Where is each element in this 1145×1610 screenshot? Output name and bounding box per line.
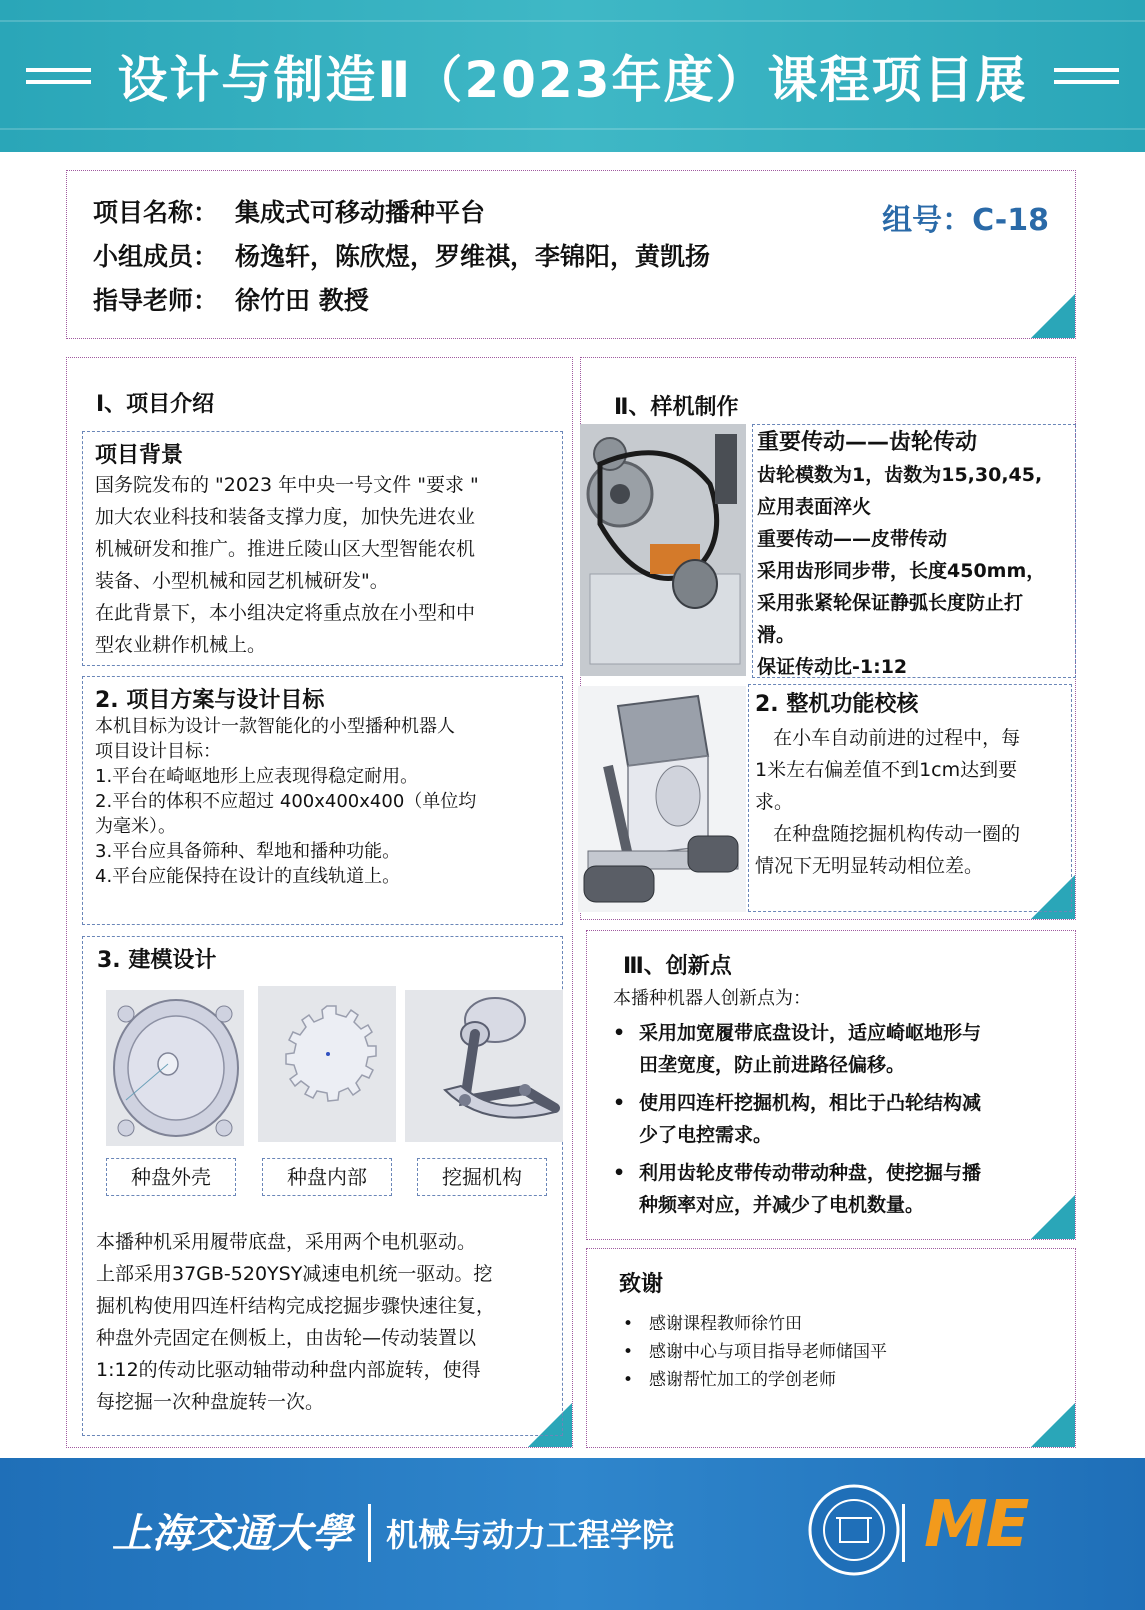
list-item: • 感谢帮忙加工的学创老师 <box>619 1366 1075 1394</box>
text-line: 滑。 <box>757 624 796 646</box>
text-line: 采用齿形同步带，长度450mm， <box>757 560 1046 582</box>
poster-title: 设计与制造Ⅱ（2023年度）课程项目展 <box>117 51 1028 109</box>
text-line: 国务院发布的 "2023 年中央一号文件 "要求 " <box>95 474 479 496</box>
text-line: 在种盘随挖掘机构传动一圈的 <box>755 823 1021 845</box>
full-machine-model <box>578 686 746 912</box>
text-line: 2.平台的体积不应超过 400x400x400（单位均 <box>95 791 477 812</box>
thanks-list <box>619 1310 1075 1394</box>
modeling-title: 3. 建模设计 <box>97 948 217 973</box>
teacher-label: 指导老师： <box>93 286 219 315</box>
full-machine-drawing <box>578 686 746 912</box>
text-line: 本播种机采用履带底盘，采用两个电机驱动。 <box>96 1231 477 1253</box>
project-name-label: 项目名称： <box>93 198 219 227</box>
title-right-rule <box>1054 68 1119 84</box>
school-name: 机械与动力工程学院 <box>386 1516 675 1554</box>
text-line: 情况下无明显转动相位差。 <box>755 855 984 877</box>
text-line: 采用张紧轮保证静弧长度防止打 <box>757 592 1024 614</box>
text-line: 4.平台应能保持在设计的直线轨道上。 <box>95 866 401 887</box>
list-item: • 感谢课程教师徐竹田 <box>619 1310 1075 1338</box>
text-line: 求。 <box>755 791 794 813</box>
project-info-box <box>66 170 1076 339</box>
poster-header <box>0 0 1145 152</box>
text-line: 1:12的传动比驱动轴带动种盘内部旋转，使得 <box>96 1359 481 1381</box>
text-line: 齿轮模数为1，齿数为15,30,45, <box>757 464 1043 486</box>
innovation-list <box>609 1017 1075 1221</box>
list-item: • 利用齿轮皮带传动带动种盘，使挖掘与播 种频率对应，并减少了电机数量。 <box>609 1157 1075 1221</box>
innovation-box <box>586 930 1076 1240</box>
check-title: 2. 整机功能校核 <box>755 692 919 717</box>
header-stripe <box>0 20 1145 22</box>
corner-decoration <box>1031 294 1075 338</box>
thanks-title: 致谢 <box>619 1272 664 1297</box>
me-logo: ME <box>924 1488 1028 1562</box>
text-line: 在小车自动前进的过程中，每 <box>755 727 1021 749</box>
list-item: • 使用四连杆挖掘机构，相比于凸轮结构减 少了电控需求。 <box>609 1087 1075 1151</box>
university-seal-icon <box>806 1482 902 1578</box>
members-row <box>93 237 710 273</box>
plan-title: 2. 项目方案与设计目标 <box>95 688 325 713</box>
corner-decoration <box>1031 1195 1075 1239</box>
text-line: 1.平台在崎岖地形上应表现得稳定耐用。 <box>95 766 419 787</box>
section3-title: Ⅲ、创新点 <box>623 954 732 979</box>
caption-digging-mechanism: 挖掘机构 <box>417 1158 547 1196</box>
title-left-rule <box>26 68 91 84</box>
caption-seed-plate-shell: 种盘外壳 <box>106 1158 236 1196</box>
teacher-value: 徐竹田 教授 <box>235 286 369 315</box>
text-line: 保证传动比-1:12 <box>757 656 908 678</box>
plan-box <box>82 676 563 925</box>
background-title: 项目背景 <box>95 443 184 468</box>
group-number: 组号：C-18 <box>882 203 1049 238</box>
section1-title: Ⅰ、项目介绍 <box>96 392 215 417</box>
text-line: 重要传动——皮带传动 <box>757 528 948 550</box>
text-line: 上部采用37GB-520YSY减速电机统一驱动。挖 <box>96 1263 493 1285</box>
background-box <box>82 431 563 666</box>
check-box <box>748 684 1072 912</box>
seed-plate-inner-drawing <box>258 986 396 1142</box>
text-line: 每挖掘一次种盘旋转一次。 <box>96 1391 325 1413</box>
section2-title: Ⅱ、样机制作 <box>614 395 739 420</box>
list-item: • 感谢中心与项目指导老师储国平 <box>619 1338 1075 1366</box>
teacher-row <box>93 281 369 317</box>
text-line: 3.平台应具备筛种、犁地和播种功能。 <box>95 841 401 862</box>
project-name-value: 集成式可移动播种平台 <box>235 198 486 227</box>
transmission-text <box>757 427 1075 683</box>
text-line: 型农业耕作机械上。 <box>95 634 267 656</box>
list-item: • 采用加宽履带底盘设计，适应崎岖地形与 田垄宽度，防止前进路径偏移。 <box>609 1017 1075 1081</box>
members-label: 小组成员： <box>93 242 219 271</box>
digging-mechanism-drawing <box>405 990 563 1142</box>
text-line: 1米左右偏差值不到1cm达到要 <box>755 759 1018 781</box>
background-text <box>95 469 562 661</box>
text-line: 种盘外壳固定在侧板上，由齿轮—传动装置以 <box>96 1327 477 1349</box>
prototype-photo-drawing <box>580 424 746 676</box>
text-line: 项目设计目标： <box>95 741 221 762</box>
seed-plate-shell-figure <box>106 990 244 1146</box>
text-line: 加大农业科技和装备支撑力度，加快先进农业 <box>95 506 476 528</box>
transmission-box <box>752 424 1076 678</box>
plan-text <box>95 714 562 889</box>
seed-plate-shell-drawing <box>106 990 244 1146</box>
innovation-intro: 本播种机器人创新点为： <box>613 988 811 1009</box>
text-line: 应用表面淬火 <box>757 496 872 518</box>
text-line: 重要传动——齿轮传动 <box>757 430 978 455</box>
corner-decoration <box>1031 1403 1075 1447</box>
footer-separator <box>368 1504 371 1562</box>
seed-plate-inner-figure <box>258 986 396 1142</box>
prototype-photo <box>580 424 746 676</box>
text-line: 本机目标为设计一款智能化的小型播种机器人 <box>95 716 455 737</box>
digging-mechanism-figure <box>405 990 563 1142</box>
header-title-row <box>0 36 1145 116</box>
text-line: 机械研发和推广。推进丘陵山区大型智能农机 <box>95 538 476 560</box>
text-line: 掘机构使用四连杆结构完成挖掘步骤快速往复， <box>96 1295 496 1317</box>
university-name: 上海交通大學 <box>112 1510 352 1557</box>
text-line: 装备、小型机械和园艺机械研发"。 <box>95 570 389 592</box>
poster-footer <box>0 1458 1145 1610</box>
thanks-box <box>586 1248 1076 1448</box>
project-name-row <box>93 193 485 229</box>
members-value: 杨逸轩，陈欣煜，罗维祺，李锦阳，黄凯扬 <box>235 242 711 271</box>
footer-separator <box>902 1504 905 1562</box>
header-stripe <box>0 128 1145 130</box>
check-text <box>755 722 1071 882</box>
caption-seed-plate-inner: 种盘内部 <box>262 1158 392 1196</box>
text-line: 在此背景下，本小组决定将重点放在小型和中 <box>95 602 476 624</box>
text-line: 为毫米）。 <box>95 816 176 837</box>
modeling-text <box>96 1226 556 1418</box>
